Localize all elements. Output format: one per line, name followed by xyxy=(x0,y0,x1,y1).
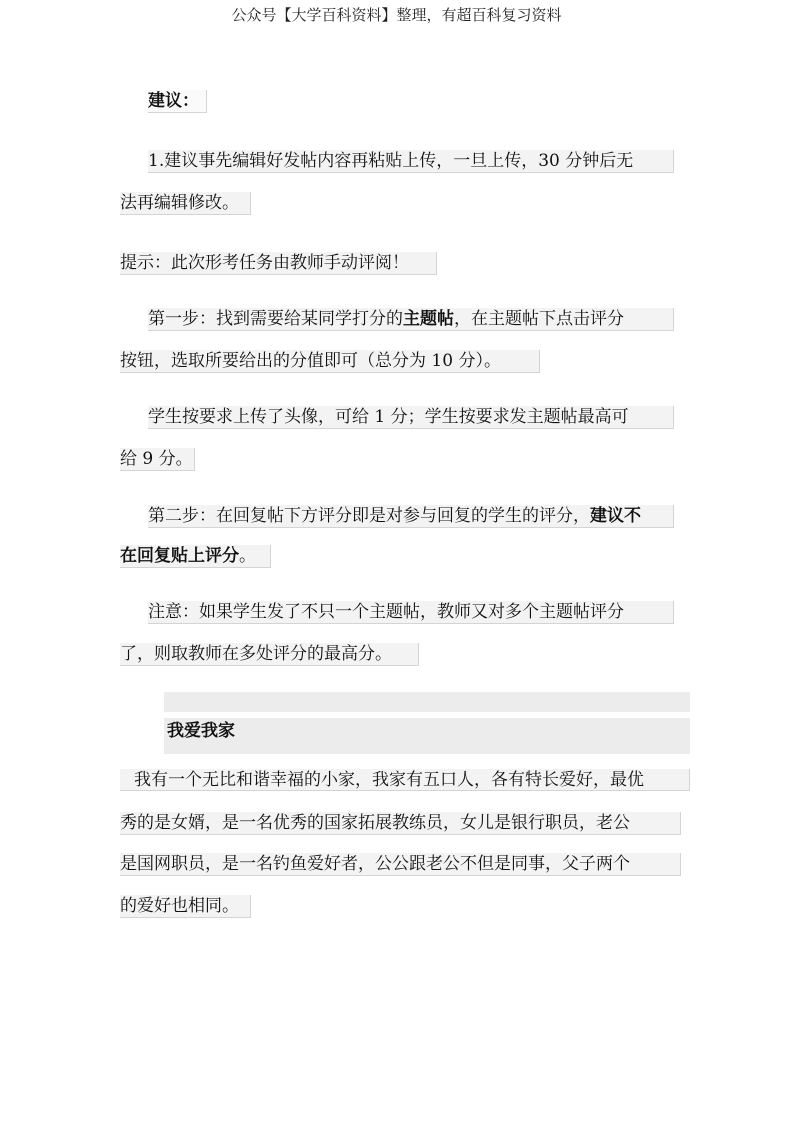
step1-line2: 按钮，选取所要给出的分值即可（总分为 10 分）。 xyxy=(120,350,540,373)
step2-text-bold: 建议不 xyxy=(590,506,641,526)
title-band xyxy=(164,718,690,754)
score-line1: 学生按要求上传了头像，可给 1 分；学生按要求发主题帖最高可 xyxy=(148,406,674,429)
score-line2: 给 9 分。 xyxy=(120,448,195,471)
essay-line2: 秀的是女婿，是一名优秀的国家拓展教练员，女儿是银行职员，老公 xyxy=(120,812,681,835)
step1-text-a: 第一步：找到需要给某同学打分的 xyxy=(148,309,403,329)
essay-line4: 的爱好也相同。 xyxy=(120,895,251,918)
step2-line1 xyxy=(148,505,674,528)
step2-line2-end: 。 xyxy=(239,546,256,566)
note-line1: 注意：如果学生发了不只一个主题帖，教师又对多个主题帖评分 xyxy=(148,601,674,624)
step1-text-c: ，在主题帖下点击评分 xyxy=(454,309,624,329)
page-header: 公众号【大学百科资料】整理，有超百科复习资料 xyxy=(231,6,562,24)
p1-line1: 1.建议事先编辑好发帖内容再粘贴上传，一旦上传，30 分钟后无 xyxy=(148,150,674,173)
essay-line1: 我有一个无比和谐幸福的小家，我家有五口人，各有特长爱好，最优 xyxy=(120,769,690,791)
p1-line2: 法再编辑修改。 xyxy=(120,192,251,215)
step1-line1 xyxy=(148,308,674,331)
step1-text-bold: 主题帖 xyxy=(403,309,454,329)
tip-line: 提示：此次形考任务由教师手动评阅！ xyxy=(120,252,437,275)
title-band-top xyxy=(164,692,690,712)
suggest-title: 建议： xyxy=(148,90,207,113)
note-line2: 了，则取教师在多处评分的最高分。 xyxy=(120,643,419,666)
essay-line3: 是国网职员，是一名钓鱼爱好者，公公跟老公不但是同事，父子两个 xyxy=(120,853,681,876)
step2-line2-bold: 在回复贴上评分 xyxy=(120,546,239,566)
step2-text-a: 第二步：在回复帖下方评分即是对参与回复的学生的评分， xyxy=(148,506,590,526)
essay-title: 我爱我家 xyxy=(167,721,235,741)
step2-line2 xyxy=(120,545,271,568)
